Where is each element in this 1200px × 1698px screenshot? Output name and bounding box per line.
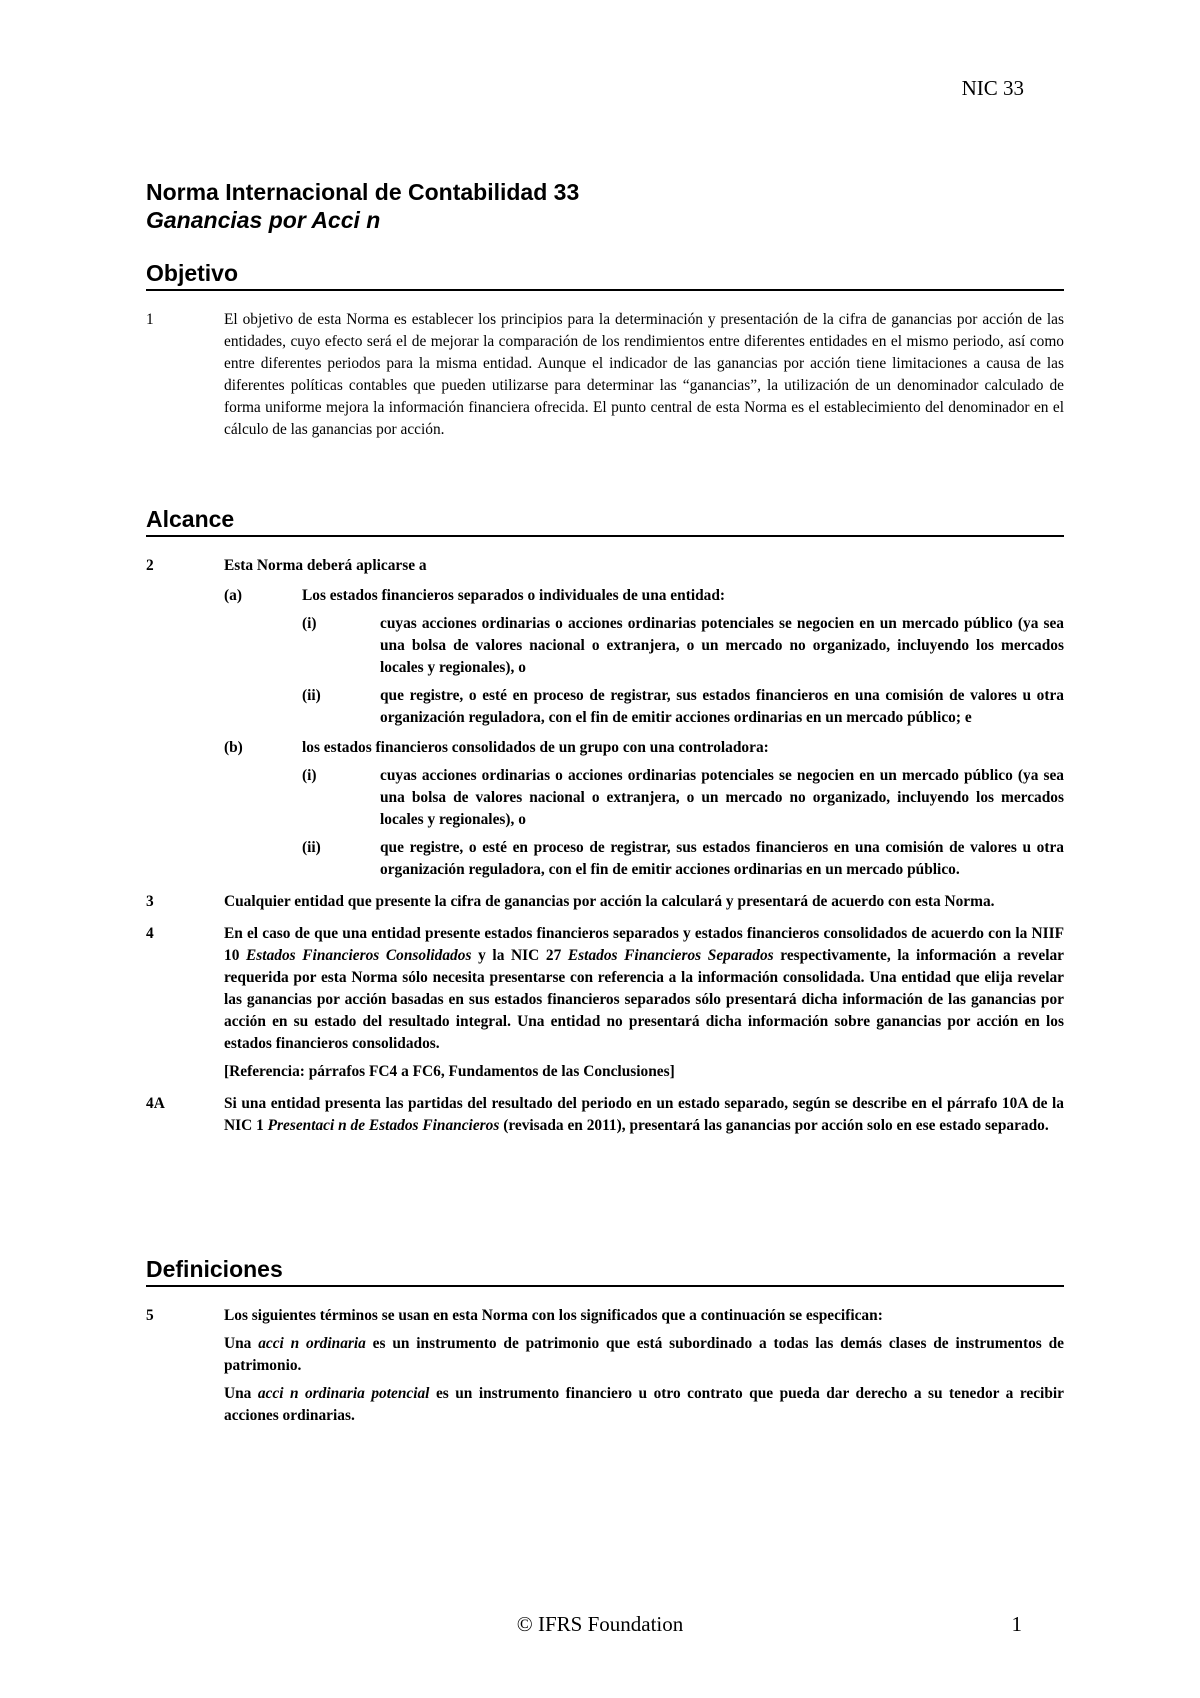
item-label: (b) xyxy=(224,739,243,756)
text-run: es un instrumento financiero u otro contrato que pueda dar derecho a su tenedor a recibir acciones ordinarias. xyxy=(224,1385,1064,1424)
text-run: y la NIC 27 xyxy=(471,947,568,964)
list-item-b-ii xyxy=(302,837,1064,881)
list-item-a-i xyxy=(302,613,1064,679)
text-run: Una xyxy=(224,1385,258,1402)
list-item-a xyxy=(224,585,1064,607)
running-head: NIC 33 xyxy=(961,76,1024,100)
section-heading: Objetivo xyxy=(146,258,1064,291)
text-run: En el caso de que una entidad presente estados financieros separados y estados financieros consolidados de acuerdo con la NIIF 10 xyxy=(224,925,1064,964)
text-run: es un instrumento de patrimonio que está subordinado a todas las demás clases de instrumentos de patrimonio. xyxy=(224,1335,1064,1374)
item-text: cuyas acciones ordinarias o acciones ordinarias potenciales se negocien en un mercado público (ya sea una bolsa de valores nacional o extranjera, o un mercado no organizado, incluyendo los mercados locales y regionales), o xyxy=(380,767,1064,828)
paragraph-1 xyxy=(146,309,1064,441)
paragraph-4a xyxy=(146,1093,1064,1137)
definition-item xyxy=(224,1333,1064,1377)
cited-standard-title: Presentaci n de Estados Financieros xyxy=(267,1117,500,1134)
item-text: que registre, o esté en proceso de registrar, sus estados financieros en una comisión de valores u otra organización reguladora, con el fin de emitir acciones ordinarias en un mercado público. xyxy=(380,839,1064,878)
text-run: Una xyxy=(224,1335,259,1352)
section-heading: Alcance xyxy=(146,504,1064,537)
section-objetivo xyxy=(146,258,1064,441)
item-label: (a) xyxy=(224,587,242,604)
item-label: (i) xyxy=(302,767,317,784)
reference-note: [Referencia: párrafos FC4 a FC6, Fundamentos de las Conclusiones] xyxy=(224,1063,675,1080)
list-item-b xyxy=(224,737,1064,759)
item-label: (ii) xyxy=(302,839,321,856)
section-definiciones xyxy=(146,1254,1064,1427)
paragraph-5 xyxy=(146,1305,1064,1427)
paragraph-text xyxy=(224,1093,1064,1137)
cited-standard-title: Estados Financieros Consolidados xyxy=(246,947,472,964)
paragraph-number: 3 xyxy=(146,893,154,910)
list-item-b-i xyxy=(302,765,1064,831)
item-label: (i) xyxy=(302,615,317,632)
defined-term: acci n ordinaria potencial xyxy=(257,1385,430,1402)
text-run: Si una entidad presenta las partidas del resultado del periodo en un estado separado, según se describe en el párrafo 10A de la NIC 1 xyxy=(224,1095,1064,1134)
page-number: 1 xyxy=(1011,1612,1022,1636)
copyright-notice: © IFRS Foundation xyxy=(516,1612,684,1636)
paragraph-text: Los siguientes términos se usan en esta Norma con los significados que a continuación se especifican: xyxy=(224,1307,883,1324)
item-text: los estados financieros consolidados de un grupo con una controladora: xyxy=(302,739,769,756)
section-heading: Definiciones xyxy=(146,1254,1064,1287)
title-block xyxy=(146,178,1066,234)
paragraph-text: Cualquier entidad que presente la cifra de ganancias por acción la calculará y presentará de acuerdo con esta Norma. xyxy=(224,893,995,910)
item-text: Los estados financieros separados o individuales de una entidad: xyxy=(302,587,726,604)
paragraph-4 xyxy=(146,923,1064,1083)
paragraph-3 xyxy=(146,891,1064,913)
text-run: (revisada en 2011), presentará las ganancias por acción solo en ese estado separado. xyxy=(499,1117,1049,1134)
paragraph-text xyxy=(224,923,1064,1055)
standard-subtitle: Ganancias por Acci n xyxy=(146,207,381,233)
list-item-a-ii xyxy=(302,685,1064,729)
paragraph-number: 4 xyxy=(146,925,154,942)
item-label: (ii) xyxy=(302,687,321,704)
cited-standard-title: Estados Financieros Separados xyxy=(567,947,774,964)
section-alcance xyxy=(146,504,1064,1137)
defined-term: acci n ordinaria xyxy=(258,1335,366,1352)
standard-title: Norma Internacional de Contabilidad 33 xyxy=(146,179,580,205)
paragraph-text: El objetivo de esta Norma es establecer los principios para la determinación y presentación de la cifra de ganancias por acción de las entidades, cuyo efecto será el de mejorar la comparación de los rendimientos entre diferentes entidades en el mismo periodo, así como entre diferentes periodos para la misma entidad. Aunque el indicador de las ganancias por acción tiene limitaciones a causa de las diferentes políticas contables que pueden utilizarse para determinar las “ganancias”, la utilización de un denominador calculado de forma uniforme mejora la información financiera ofrecida. El punto central de esta Norma es el establecimiento del denominador en el cálculo de las ganancias por acción. xyxy=(224,311,1064,438)
paragraph-2 xyxy=(146,555,1064,881)
item-text: cuyas acciones ordinarias o acciones ordinarias potenciales se negocien en un mercado público (ya sea una bolsa de valores nacional o extranjera, o un mercado no organizado, incluyendo los mercados locales y regionales), o xyxy=(380,615,1064,676)
paragraph-number: 5 xyxy=(146,1307,154,1324)
item-text: que registre, o esté en proceso de registrar, sus estados financieros en una comisión de valores u otra organización reguladora, con el fin de emitir acciones ordinarias en un mercado público; e xyxy=(380,687,1064,726)
paragraph-number: 1 xyxy=(146,311,154,328)
text-run: respectivamente, la información a revelar requerida por esta Norma sólo necesita presentarse con referencia a la información consolidada. Una entidad que elija revelar las ganancias por acción basadas en sus estados financieros separados sólo presentará dicha información de las ganancias por acción en su estado del resultado integral. Una entidad no presentará dicha información sobre ganancias por acción en los estados financieros consolidados. xyxy=(224,947,1064,1052)
paragraph-number: 2 xyxy=(146,557,154,574)
paragraph-text: Esta Norma deberá aplicarse a xyxy=(224,557,427,574)
paragraph-number: 4A xyxy=(146,1095,165,1112)
definition-item xyxy=(224,1383,1064,1427)
